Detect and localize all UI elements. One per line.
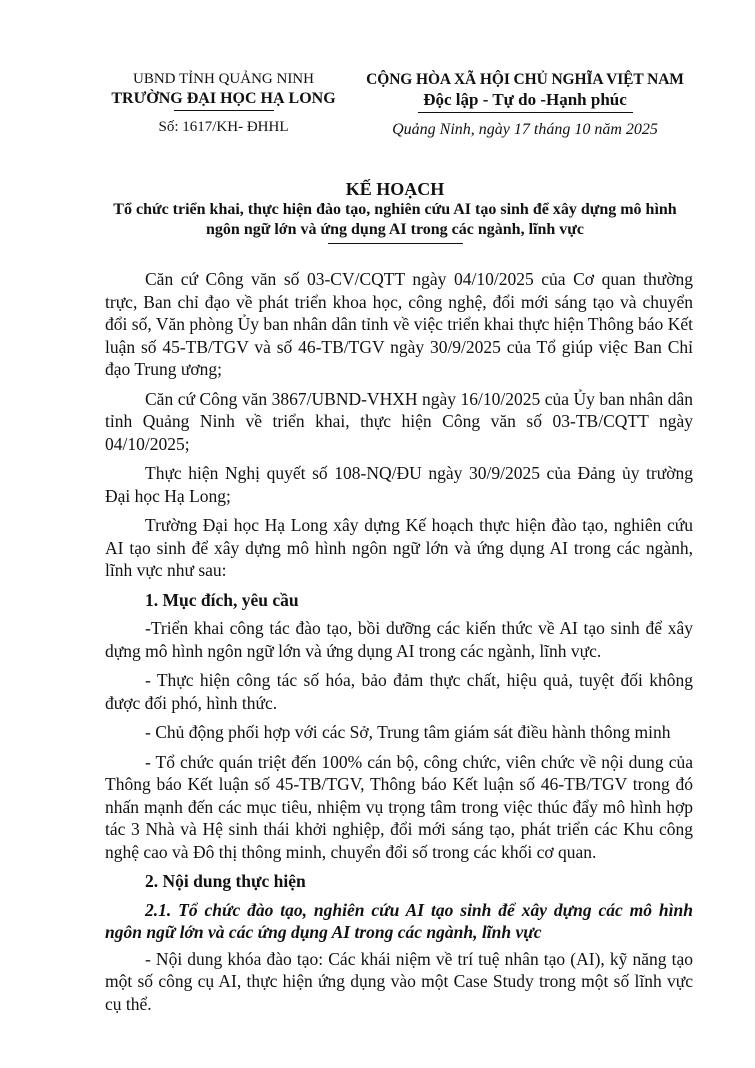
section-1-item: -Triển khai công tác đào tạo, bồi dưỡng các kiến thức về AI tạo sinh để xây dựng mô hình ngôn ngữ lớn và ứng dụng AI trong các ngành, lĩnh vực. bbox=[105, 618, 693, 661]
organization-name: TRƯỜNG ĐẠI HỌC HẠ LONG bbox=[111, 90, 336, 107]
section-1-item: - Chủ động phối hợp với các Sở, Trung tâm giám sát điều hành thông minh bbox=[145, 722, 671, 742]
document-number: Số: 1617/KH- ĐHHL bbox=[158, 119, 289, 135]
subject-line-2: ngôn ngữ lớn và ứng dụng AI trong các ngành, lĩnh vực bbox=[206, 221, 584, 238]
subject-line-1: Tổ chức triển khai, thực hiện đào tạo, nghiên cứu AI tạo sinh để xây dựng mô hình bbox=[113, 201, 677, 218]
national-title: CỘNG HÒA XÃ HỘI CHỦ NGHĨA VIỆT NAM bbox=[366, 71, 684, 88]
document-title-block bbox=[100, 178, 690, 244]
preamble-paragraph: Trường Đại học Hạ Long xây dựng Kế hoạch thực hiện đào tạo, nghiên cứu AI tạo sinh để xây dựng mô hình ngôn ngữ lớn và ứng dụng AI trong các ngành, lĩnh vực như sau: bbox=[105, 515, 693, 580]
title-underline bbox=[328, 243, 463, 244]
national-motto: Độc lập - Tự do -Hạnh phúc bbox=[423, 90, 627, 109]
section-2-heading: 2. Nội dung thực hiện bbox=[145, 871, 306, 891]
preamble-paragraph: Căn cứ Công văn số 03-CV/CQTT ngày 04/10/2025 của Cơ quan thường trực, Ban chỉ đạo về phát triển khoa học, công nghệ, đổi mới sáng tạo và chuyển đổi số, Văn phòng Ủy ban nhân dân tỉnh về việc triển khai thực hiện Thông báo Kết luận số 45-TB/TGV và số 46-TB/TGV ngày 30/9/2025 của Tổ giúp việc Ban Chỉ đạo Trung ương; bbox=[105, 269, 693, 379]
preamble-paragraph: Thực hiện Nghị quyết số 108-NQ/ĐU ngày 30/9/2025 của Đảng ủy trường Đại học Hạ Long; bbox=[105, 463, 693, 506]
document-body bbox=[105, 268, 693, 1022]
national-header bbox=[355, 70, 695, 140]
organization-underline bbox=[174, 110, 274, 111]
section-2-1-heading: 2.1. Tổ chức đào tạo, nghiên cứu AI tạo sinh để xây dựng các mô hình ngôn ngữ lớn và các ứng dụng AI trong các ngành, lĩnh vực bbox=[105, 899, 693, 942]
preamble-paragraph: Căn cứ Công văn 3867/UBND-VHXH ngày 16/10/2025 của Ủy ban nhân dân tỉnh Quảng Ninh về triển khai, thực hiện Công văn số 03-TB/CQTT ngày 04/10/2025; bbox=[105, 388, 693, 454]
section-1-heading: 1. Mục đích, yêu cầu bbox=[145, 589, 299, 610]
authority-name: UBND TỈNH QUẢNG NINH bbox=[133, 71, 314, 87]
issuer-header bbox=[96, 70, 351, 137]
motto-underline bbox=[418, 112, 633, 113]
section-1-item: - Tổ chức quán triệt đến 100% cán bộ, công chức, viên chức về nội dung của Thông báo Kết luận số 45-TB/TGV, Thông báo Kết luận số 46-TB/TGV trong đó nhấn mạnh đến các mục tiêu, nhiệm vụ trọng tâm trong việc thúc đẩy mô hình hợp tác 3 Nhà và Hệ sinh thái khởi nghiệp, đổi mới sáng tạo, phát triển các Khu công nghệ cao và Đô thị thông minh, chuyển đổi số trong các khối cơ quan. bbox=[105, 751, 693, 862]
section-2-item: - Nội dung khóa đào tạo: Các khái niệm về trí tuệ nhân tạo (AI), kỹ năng tạo một số công cụ AI, thực hiện ứng dụng vào một Case Study trong một số lĩnh vực cụ thể. bbox=[105, 948, 693, 1014]
document-type: KẾ HOẠCH bbox=[345, 179, 445, 199]
section-1-item: - Thực hiện công tác số hóa, bảo đảm thực chất, hiệu quả, tuyệt đối không được đối phó, hình thức. bbox=[105, 670, 693, 713]
place-date: Quảng Ninh, ngày 17 tháng 10 năm 2025 bbox=[392, 121, 658, 138]
